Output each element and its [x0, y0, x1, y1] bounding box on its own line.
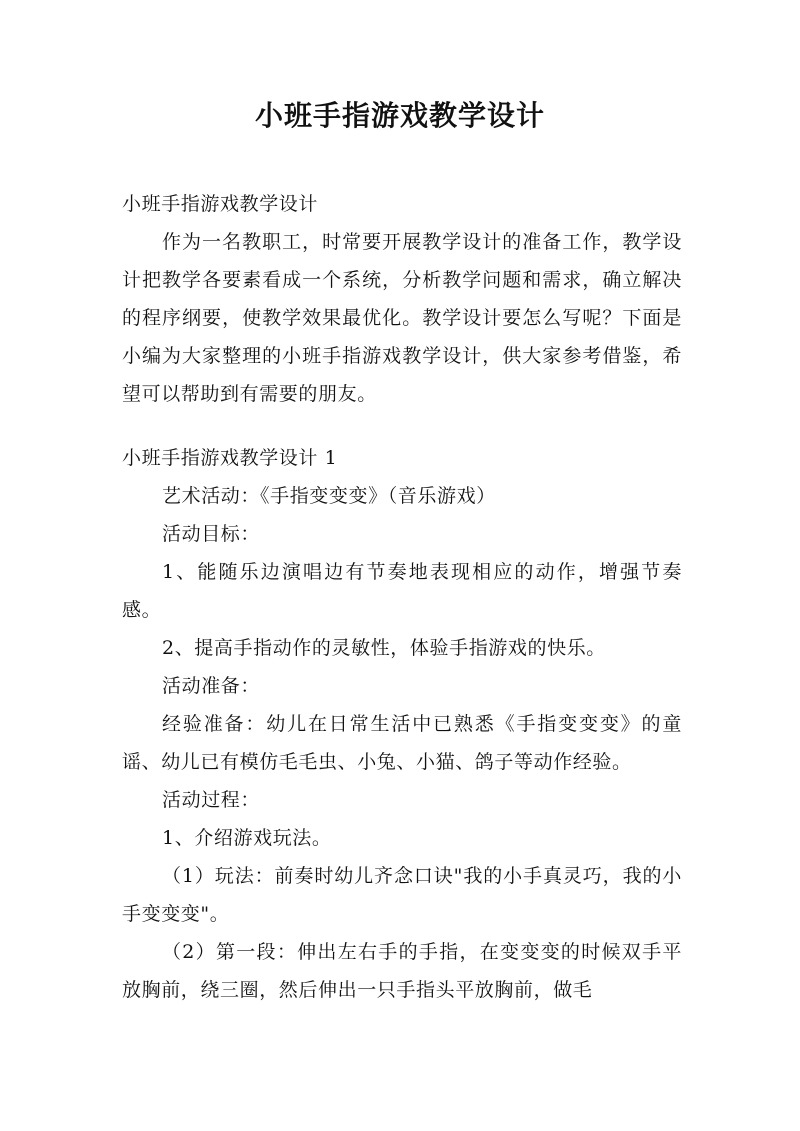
- goal-item: 1、能随乐边演唱边有节奏地表现相应的动作，增强节奏感。: [122, 561, 682, 621]
- process-step: （2）第一段：伸出左右手的手指，在变变变的时候双手平放胸前，绕三圈，然后伸出一只手指头平放胸前，做毛: [122, 941, 682, 1001]
- intro-paragraph: 作为一名教职工，时常要开展教学设计的准备工作，教学设计把教学各要素看成一个系统，分析教学问题和需求，确立解决的程序纲要，使教学效果最优化。教学设计要怎么写呢？下面是小编为大家整理的小班手指游戏教学设计，供大家参考借鉴，希望可以帮助到有需要的朋友。: [122, 231, 682, 405]
- document-body: [122, 185, 682, 1009]
- activity-title: 艺术活动：《手指变变变》（音乐游戏）: [162, 485, 496, 507]
- goal-item: 2、提高手指动作的灵敏性，体验手指游戏的快乐。: [162, 637, 606, 659]
- process-step: 1、介绍游戏玩法。: [162, 827, 332, 849]
- document-title: 小班手指游戏教学设计: [254, 99, 545, 132]
- subheading-goals: 活动目标：: [162, 523, 261, 545]
- subheading-preparation: 活动准备：: [162, 675, 261, 697]
- process-step: （1）玩法：前奏时幼儿齐念口诀"我的小手真灵巧，我的小手变变变"。: [122, 865, 682, 925]
- subheading-process: 活动过程：: [162, 789, 261, 811]
- section-heading: 小班手指游戏教学设计 1: [122, 447, 338, 469]
- preparation-paragraph: 经验准备：幼儿在日常生活中已熟悉《手指变变变》的童谣、幼儿已有模仿毛毛虫、小兔、小猫、鸽子等动作经验。: [122, 713, 682, 773]
- section-heading: 小班手指游戏教学设计: [122, 193, 319, 215]
